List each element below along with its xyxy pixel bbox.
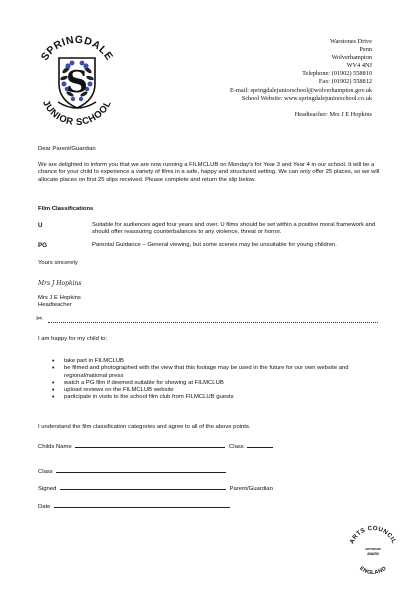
class-row (38, 467, 228, 476)
arts-council-bottom: ENGLAND (358, 565, 388, 577)
signature-field[interactable] (60, 484, 226, 490)
date-row (38, 502, 232, 511)
class-field-short[interactable] (247, 442, 273, 448)
address-line: Penn (359, 46, 372, 54)
signed-label: Signed (38, 486, 57, 492)
classification-desc-pg: Parental Guidance – General viewing, but some scenes may be unsuitable for young children. (92, 242, 337, 248)
signer-name: Mrs J E Hopkins (38, 295, 81, 301)
classification-code-u: U (38, 222, 43, 229)
child-name-field[interactable] (75, 442, 225, 448)
list-item: • watch a PG film if deemed suitable for showing at FILMCLUB (52, 380, 382, 387)
signer-block (38, 295, 81, 310)
slip-intro: I am happy for my child to: (38, 336, 108, 342)
classifications-title: Film Classifications (38, 206, 94, 212)
classification-code-pg: PG (38, 242, 47, 249)
list-item: • take part in FILMCLUB (52, 358, 382, 365)
arts-council-middle-small: ARTSMARK (364, 547, 382, 551)
list-item: • be filmed and photographed with the view that this footage may be used in the future for our own website and regional/national press (52, 365, 382, 380)
address-line: Warstones Drive (330, 38, 372, 45)
date-field[interactable] (54, 502, 230, 508)
svg-text:ARTS COUNCIL (349, 525, 398, 545)
arts-council-badge-icon (346, 524, 400, 578)
fax: Fax: (01902) 558812 (318, 78, 372, 86)
cut-line-row (36, 316, 378, 326)
date-label: Date (38, 504, 51, 510)
list-item: • upload reviews on the FILMCLUB website (52, 387, 382, 394)
website: School Website: www.springdalejuniorschool.co.uk (241, 94, 372, 102)
logo-text-bottom: JUNIOR SCHOOL (40, 98, 114, 129)
school-logo (28, 32, 126, 130)
svg-text:ENGLAND (358, 566, 387, 576)
permission-list (52, 358, 382, 402)
classification-desc-u: Suitable for audiences aged four years and over. U films should be set within a positive moral framework and should offer reassuring counterbalances to any violence, threat or horror. (92, 222, 376, 236)
dotted-cut-line (48, 322, 378, 323)
class-label: Class (38, 469, 53, 475)
school-address (152, 38, 372, 119)
arts-council-middle: AWARD (367, 552, 379, 556)
list-item: • participate in visits to the school film club from FILMCLUB guests (52, 394, 382, 401)
arts-council-logo (346, 524, 400, 578)
address-line: WV4 4NJ (346, 62, 372, 70)
closing: Yours sincerely (38, 260, 78, 266)
signed-row (38, 484, 273, 493)
headteacher: Headteacher: Mrs J E Hopkins (294, 110, 372, 118)
signer-title: Headteacher (38, 302, 72, 309)
scissors-icon: ✂ (36, 314, 43, 323)
logo-text-top: SPRINGDALE (38, 33, 116, 63)
signature: Mrs J Hopkins (38, 280, 82, 287)
address-line: Wolverhampton (331, 54, 372, 62)
school-crest-icon (28, 32, 126, 130)
salutation: Dear Parent/Guardian (38, 146, 96, 152)
class-field[interactable] (56, 467, 226, 473)
agreement-statement: I understand the film classification categories and agree to all of the above points. (38, 424, 251, 430)
email: E-mail: springdalejuniorschool@wolverhampton.gov.uk (230, 86, 372, 94)
class-label: Class (229, 444, 244, 450)
child-name-label: Childs Name (38, 444, 72, 450)
intro-paragraph: We are delighted to inform you that we are now running a FILMCLUB on Monday's for Year 3 and Year 4 in our school. It will be a chance for your child to experience a variety of films in a safe, happy and structured setting. We can only offer 25 places, so we will allocate places on first 25 slips received. Please complete and return the slip below. (38, 162, 380, 183)
svg-text:S: S (66, 65, 88, 100)
arts-council-top: ARTS COUNCIL (348, 524, 398, 545)
parent-guardian-label: Parent/Guardian (229, 486, 273, 492)
child-name-row (38, 442, 275, 451)
telephone: Telephone: (01902) 558810 (302, 70, 372, 78)
